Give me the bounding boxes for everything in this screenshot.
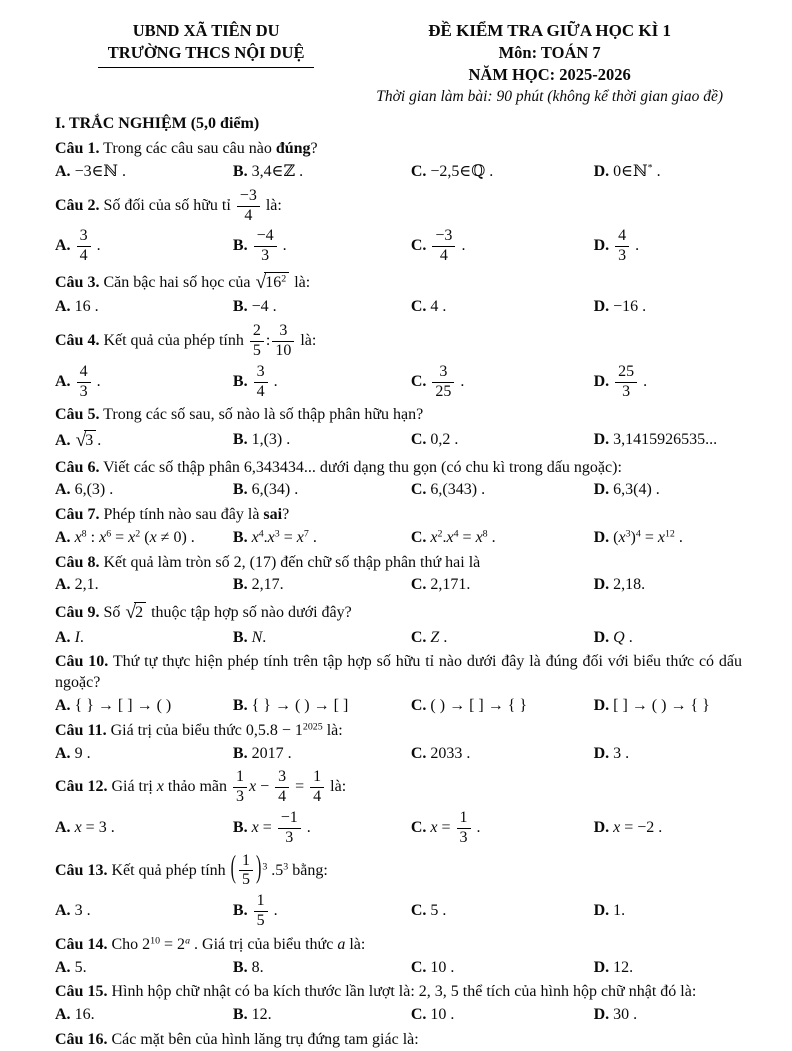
question-text: Câu 9. Số √2 thuộc tập hợp số nào dưới đây?: [55, 600, 742, 625]
option-content: { } → ( ) → [ ]: [251, 697, 349, 715]
option-label: C.: [410, 744, 427, 762]
exam-duration: Thời gian làm bài: 90 phút (không kể thời gian giao đề): [376, 87, 723, 105]
question-6: [55, 458, 742, 502]
option-label: A.: [55, 163, 71, 181]
options-row: [55, 227, 742, 266]
fraction: $\frac{-3}{4}$: [432, 228, 455, 265]
option-label: D.: [593, 481, 610, 499]
options-row: [55, 428, 742, 453]
question-label: Câu 9.: [55, 604, 100, 622]
options-row: [55, 958, 742, 979]
option-content: $x^2.x^4 = x^8$ .: [430, 528, 496, 546]
options-row: [55, 628, 742, 649]
option-label: D.: [593, 576, 610, 594]
option-content: 3 .: [74, 902, 91, 920]
question-text: Câu 15. Hình hộp chữ nhật có ba kích thước lần lượt là: 2, 3, 5 thể tích của hình hộp chữ nhật đó là:: [55, 983, 697, 1001]
option-content: $\frac{-4}{3}$ .: [252, 237, 287, 254]
fraction: $\frac{25}{3}$: [615, 364, 637, 401]
option-content: [ ] → ( ) → { }: [613, 697, 710, 715]
question-label: Câu 16.: [55, 1030, 108, 1048]
option-content: 16.: [74, 1006, 95, 1024]
option-content: 9 .: [74, 744, 91, 762]
option-label: D.: [593, 163, 610, 181]
option-label: C.: [410, 528, 427, 546]
option-content: −2,5∈ℚ .: [430, 163, 494, 181]
option-label: D.: [593, 298, 610, 316]
option-d: [594, 297, 742, 318]
option-label: B.: [232, 431, 248, 449]
option-content: 6,(343) .: [430, 481, 486, 499]
option-b: [233, 227, 411, 266]
exam-header: [55, 20, 742, 107]
option-label: C.: [410, 697, 427, 715]
option-content: Q .: [613, 628, 633, 646]
option-content: −16 .: [613, 298, 647, 316]
square-root: √2: [125, 600, 146, 625]
option-b: [233, 892, 411, 931]
question-label: Câu 6.: [55, 458, 100, 476]
option-content: 10 .: [430, 958, 455, 976]
option-label: D.: [593, 431, 610, 449]
question-8: [55, 553, 742, 597]
school-name: TRƯỜNG THCS NỘI DUỆ: [98, 42, 315, 67]
question-text: Câu 6. Viết các số thập phân 6,343434... dưới dạng thu gọn (có chu kì trong dấu ngoặc):: [55, 458, 622, 476]
question-text: Câu 2. Số đối của số hữu tỉ $\frac{-3}{4}$ là:: [55, 186, 282, 224]
option-label: D.: [593, 958, 610, 976]
question-label: Câu 12.: [55, 778, 108, 796]
fraction: $\frac{3}{4}$: [254, 364, 268, 401]
option-label: A.: [55, 628, 71, 646]
option-content: 4 .: [430, 298, 447, 316]
option-d: [594, 628, 742, 649]
option-content: 8.: [251, 958, 264, 976]
question-text: Câu 11. Giá trị của biểu thức $0,5.8 - 1^{2025}$ là:: [55, 721, 343, 739]
option-label: D.: [593, 697, 610, 715]
option-label: A.: [55, 576, 71, 594]
question-text: Câu 3. Căn bậc hai số học của $√16^2$ là:: [55, 270, 742, 295]
option-label: B.: [232, 528, 248, 546]
option-c: [411, 575, 594, 596]
question-10: [55, 652, 742, 716]
option-label: C.: [410, 818, 427, 836]
open-paren: (: [230, 850, 236, 885]
question-label: Câu 11.: [55, 721, 107, 739]
option-label: D.: [593, 628, 610, 646]
option-content: $\frac{-3}{4}$ .: [430, 237, 465, 254]
option-label: A.: [55, 298, 71, 316]
option-label: C.: [410, 576, 427, 594]
option-b: [233, 480, 411, 501]
option-d: [594, 575, 742, 596]
option-a: [55, 1005, 233, 1026]
fraction: $\frac{-4}{3}$: [254, 228, 277, 265]
option-d: [594, 363, 742, 402]
option-label: A.: [55, 818, 71, 836]
option-d: [594, 227, 742, 266]
options-row: [55, 480, 742, 501]
option-a: [55, 227, 233, 266]
question-11: [55, 721, 742, 765]
option-content: $\frac{3}{4}$ .: [252, 373, 278, 390]
option-content: 0∈ℕ* .: [613, 162, 661, 181]
fraction: $\frac{1}{5}$: [239, 853, 253, 890]
option-content: x = $\frac{-1}{3}$ .: [251, 809, 311, 846]
option-b: [233, 809, 411, 848]
option-label: D.: [593, 818, 610, 836]
option-content: N.: [251, 628, 267, 646]
fraction: $\frac{2}{5}$: [250, 323, 264, 360]
question-text: Câu 1. Trong các câu sau câu nào đúng?: [55, 140, 318, 158]
question-text: Câu 10. Thứ tự thực hiện phép tính trên tập hợp số hữu tỉ nào dưới đây là đúng đối với biểu thức có dấu ngoặc?: [55, 653, 742, 692]
option-c: [411, 227, 594, 266]
option-label: B.: [232, 744, 248, 762]
option-content: −3∈ℕ .: [74, 163, 127, 181]
square-root: √3: [76, 428, 97, 453]
option-label: B.: [232, 576, 248, 594]
question-4: [55, 322, 742, 401]
option-label: B.: [232, 298, 248, 316]
question-label: Câu 15.: [55, 983, 108, 1001]
option-label: D.: [593, 237, 610, 255]
option-c: [411, 628, 594, 649]
option-content: 1.: [613, 902, 626, 920]
option-label: A.: [55, 372, 71, 390]
option-content: $\frac{3}{25}$ .: [430, 373, 464, 390]
option-content: 12.: [613, 958, 634, 976]
option-label: B.: [232, 237, 248, 255]
option-label: C.: [410, 298, 427, 316]
option-label: A.: [55, 528, 71, 546]
option-label: C.: [410, 237, 427, 255]
question-text: Câu 13. Kết quả phép tính ( $\frac{1}{5}$ )$^3$ $.5^3$ bằng:: [55, 850, 328, 889]
option-content: 3,4∈ℤ .: [251, 163, 304, 181]
options-row: [55, 162, 742, 183]
option-b: [233, 696, 411, 717]
option-content: ( ) → [ ] → { }: [430, 697, 528, 715]
option-b: [233, 575, 411, 596]
fraction: $\frac{-1}{3}$: [278, 810, 301, 847]
option-label: B.: [232, 818, 248, 836]
option-content: 5 .: [430, 902, 447, 920]
option-label: D.: [593, 372, 610, 390]
option-a: [55, 162, 233, 183]
section-title: I. TRẮC NGHIỆM (5,0 điểm): [55, 115, 260, 133]
option-c: [411, 696, 594, 717]
fraction: $\frac{-3}{4}$: [237, 188, 260, 225]
question-14: [55, 935, 742, 979]
option-content: 2,18.: [613, 576, 646, 594]
options-row: [55, 696, 742, 717]
option-d: [594, 818, 742, 839]
option-label: D.: [593, 744, 610, 762]
option-label: B.: [232, 902, 248, 920]
option-b: [233, 528, 411, 549]
option-b: [233, 958, 411, 979]
option-a: [55, 958, 233, 979]
option-b: [233, 1005, 411, 1026]
option-content: 2017 .: [251, 744, 292, 762]
option-label: B.: [232, 697, 248, 715]
option-label: C.: [410, 163, 427, 181]
option-label: D.: [593, 1006, 610, 1024]
option-label: B.: [232, 481, 248, 499]
question-5: [55, 405, 742, 453]
option-content: 2033 .: [430, 744, 471, 762]
question-text: Câu 8. Kết quả làm tròn số 2, (17) đến chữ số thập phân thứ hai là: [55, 553, 481, 571]
option-b: [233, 162, 411, 183]
question-label: Câu 4.: [55, 332, 100, 350]
option-a: [55, 575, 233, 596]
option-label: A.: [55, 481, 71, 499]
options-row: [55, 809, 742, 848]
question-15: [55, 982, 742, 1026]
question-list: [55, 139, 742, 1051]
option-content: 1,(3) .: [251, 431, 291, 449]
option-d: [594, 480, 742, 501]
question-3: [55, 270, 742, 318]
question-16: [55, 1030, 742, 1051]
option-content: 2,171.: [430, 576, 471, 594]
question-label: Câu 7.: [55, 506, 100, 524]
option-c: [411, 901, 594, 922]
question-1: [55, 139, 742, 183]
option-label: A.: [55, 432, 71, 450]
question-label: Câu 13.: [55, 861, 108, 879]
fraction: $\frac{1}{5}$: [254, 893, 268, 930]
option-c: [411, 528, 594, 549]
option-label: A.: [55, 1006, 71, 1024]
option-b: [233, 363, 411, 402]
option-a: [55, 428, 233, 453]
question-text: Câu 16. Các mặt bên của hình lăng trụ đứng tam giác là:: [55, 1030, 419, 1048]
option-content: 6,3(4) .: [613, 481, 660, 499]
option-content: { } → [ ] → ( ): [74, 697, 172, 715]
option-d: [594, 901, 742, 922]
option-a: [55, 744, 233, 765]
question-13: [55, 852, 742, 931]
question-label: Câu 1.: [55, 140, 100, 158]
question-label: Câu 3.: [55, 274, 100, 291]
option-content: −4 .: [251, 298, 277, 316]
option-label: B.: [232, 163, 248, 181]
fraction: $\frac{1}{3}$: [233, 769, 247, 806]
options-row: [55, 363, 742, 402]
square-root: $√16^2$: [256, 270, 290, 295]
option-label: C.: [410, 431, 427, 449]
option-content: x = 3 .: [74, 818, 115, 836]
option-content: $\frac{1}{5}$ .: [252, 902, 278, 919]
option-content: $x^8$ : $x^6 = x^2$ (x ≠ 0) .: [74, 528, 195, 546]
option-d: [594, 744, 742, 765]
option-content: $\frac{25}{3}$ .: [613, 373, 647, 390]
question-label: Câu 8.: [55, 553, 100, 571]
option-label: C.: [410, 1006, 427, 1024]
option-content: 10 .: [430, 1006, 455, 1024]
exam-subject: Môn: TOÁN 7: [498, 43, 601, 63]
option-c: [411, 430, 594, 451]
option-content: 3 .: [613, 744, 630, 762]
option-label: C.: [410, 481, 427, 499]
option-content: $\frac{3}{4}$ .: [75, 237, 101, 254]
option-label: C.: [410, 628, 427, 646]
option-a: [55, 363, 233, 402]
option-content: √3 .: [75, 432, 102, 449]
option-c: [411, 480, 594, 501]
option-a: [55, 628, 233, 649]
option-content: x = −2 .: [613, 818, 663, 836]
option-d: [594, 958, 742, 979]
question-label: Câu 2.: [55, 196, 100, 214]
option-b: [233, 430, 411, 451]
option-label: A.: [55, 697, 71, 715]
option-content: $(x^3)^4 = x^{12}$ .: [613, 528, 683, 546]
question-label: Câu 5.: [55, 406, 100, 424]
options-row: [55, 297, 742, 318]
option-content: 5.: [74, 958, 87, 976]
option-content: 30 .: [613, 1006, 638, 1024]
fraction: $\frac{3}{25}$: [432, 364, 454, 401]
question-text: Câu 7. Phép tính nào sau đây là sai?: [55, 506, 290, 524]
option-content: Z .: [430, 628, 448, 646]
option-content: 16 .: [74, 298, 99, 316]
option-d: [594, 696, 742, 717]
option-label: A.: [55, 958, 71, 976]
option-b: [233, 744, 411, 765]
option-label: D.: [593, 902, 610, 920]
option-c: [411, 162, 594, 183]
option-content: 12.: [251, 1006, 272, 1024]
question-text: Câu 14. Cho $2^{10} = 2^a$ . Giá trị của biểu thức a là:: [55, 935, 366, 953]
options-row: [55, 575, 742, 596]
option-content: I.: [74, 628, 84, 646]
option-b: [233, 628, 411, 649]
option-a: [55, 480, 233, 501]
question-7: [55, 505, 742, 549]
options-row: [55, 892, 742, 931]
option-content: x = $\frac{1}{3}$ .: [430, 809, 481, 846]
question-text: Câu 5. Trong các số sau, số nào là số thập phân hữu hạn?: [55, 406, 424, 424]
option-content: 2,17.: [251, 576, 284, 594]
option-c: [411, 363, 594, 402]
option-label: B.: [232, 1006, 248, 1024]
fraction: $\frac{3}{10}$: [272, 323, 294, 360]
fraction: $\frac{4}{3}$: [77, 364, 91, 401]
header-right: [357, 20, 742, 107]
option-content: 3,1415926535...: [613, 431, 718, 449]
option-content: $x^4.x^3 = x^7$ .: [251, 528, 317, 546]
option-d: [594, 430, 742, 451]
option-b: [233, 297, 411, 318]
option-c: [411, 809, 594, 848]
option-label: B.: [232, 628, 248, 646]
school-year: NĂM HỌC: 2025-2026: [468, 65, 631, 85]
option-c: [411, 297, 594, 318]
option-content: 2,1.: [74, 576, 99, 594]
option-a: [55, 901, 233, 922]
option-label: C.: [410, 372, 427, 390]
fraction: $\frac{3}{4}$: [275, 769, 289, 806]
option-d: [594, 162, 742, 183]
option-label: B.: [232, 958, 248, 976]
option-a: [55, 696, 233, 717]
option-content: $\frac{4}{3}$ .: [613, 237, 639, 254]
option-c: [411, 1005, 594, 1026]
option-content: 6,(34) .: [251, 481, 299, 499]
option-content: 6,(3) .: [74, 481, 114, 499]
option-content: 0,2 .: [430, 431, 459, 449]
question-12: [55, 768, 742, 847]
fraction: $\frac{3}{4}$: [77, 228, 91, 265]
header-left: [55, 20, 357, 68]
options-row: [55, 744, 742, 765]
option-label: B.: [232, 372, 248, 390]
fraction: $\frac{4}{3}$: [615, 228, 629, 265]
option-a: [55, 297, 233, 318]
option-d: [594, 528, 742, 549]
option-label: D.: [593, 528, 610, 546]
option-c: [411, 744, 594, 765]
close-paren: ): [255, 850, 262, 885]
option-label: A.: [55, 744, 71, 762]
options-row: [55, 1005, 742, 1026]
option-d: [594, 1005, 742, 1026]
option-label: C.: [410, 902, 427, 920]
question-2: [55, 187, 742, 266]
option-label: A.: [55, 902, 71, 920]
option-label: A.: [55, 237, 71, 255]
issuer-line: UBND XÃ TIÊN DU: [132, 21, 280, 40]
option-a: [55, 818, 233, 839]
fraction: $\frac{1}{3}$: [457, 810, 471, 847]
question-label: Câu 14.: [55, 935, 108, 953]
option-label: C.: [410, 958, 427, 976]
exam-title: ĐỀ KIỂM TRA GIỮA HỌC KÌ 1: [428, 21, 671, 40]
option-content: $\frac{4}{3}$ .: [75, 373, 101, 390]
fraction: $\frac{1}{4}$: [310, 769, 324, 806]
question-label: Câu 10.: [55, 653, 109, 671]
question-9: [55, 600, 742, 648]
option-a: [55, 528, 233, 549]
question-text: Câu 4. Kết quả của phép tính $\frac{2}{5}$ : $\frac{3}{10}$ là:: [55, 322, 317, 359]
question-text: Câu 12. Giá trị x thảo mãn $\frac{1}{3}$ x − $\frac{3}{4}$ = $\frac{1}{4}$ là:: [55, 768, 347, 806]
options-row: [55, 528, 742, 549]
option-c: [411, 958, 594, 979]
